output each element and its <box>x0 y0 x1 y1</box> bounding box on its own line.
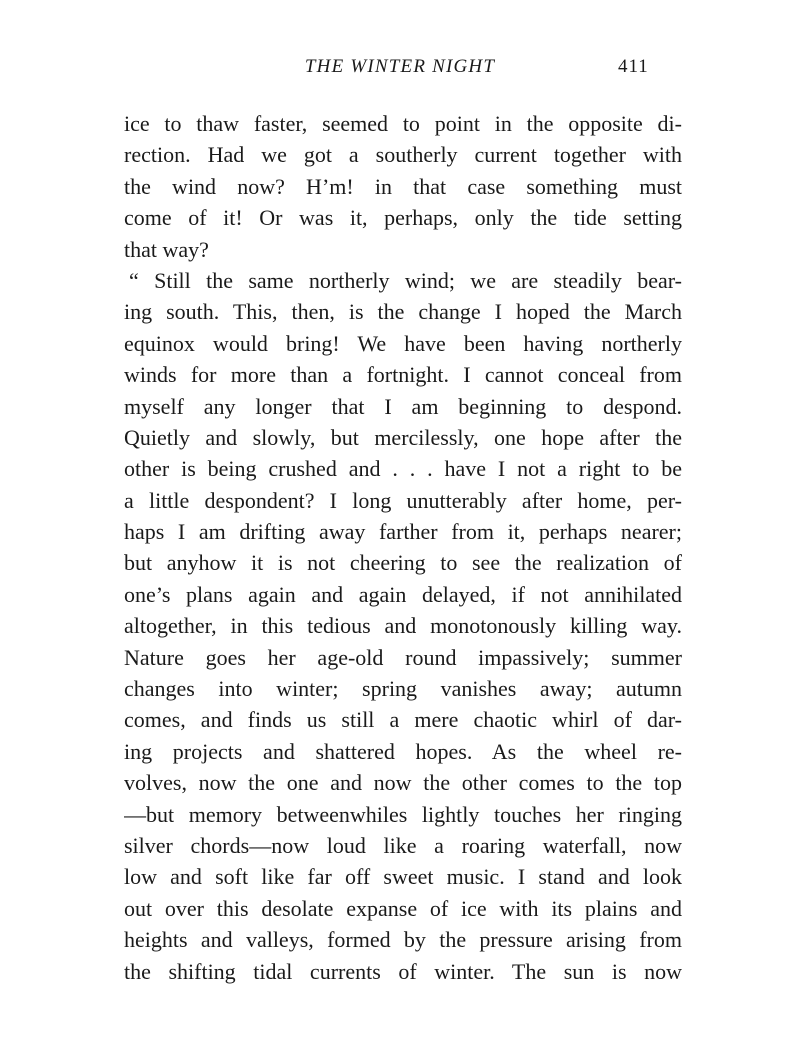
text-line: out over this desolate expanse of ice with its plains and <box>124 895 682 921</box>
text-line: come of it! Or was it, perhaps, only the tide setting <box>124 205 682 231</box>
text-line: other is being crushed and . . . have I not a right to be <box>124 456 682 482</box>
text-line: altogether, in this tedious and monotonously killing way. <box>124 613 682 639</box>
page-number: 411 <box>618 56 649 77</box>
text-line: that way? <box>124 236 209 262</box>
text-line: ing projects and shattered hopes. As the wheel re- <box>124 738 682 764</box>
text-line: but anyhow it is not cheering to see the realization of <box>124 550 682 576</box>
text-line: changes into winter; spring vanishes away; autumn <box>124 676 682 702</box>
text-line: haps I am drifting away farther from it, perhaps nearer; <box>124 519 682 545</box>
text-line: equinox would bring! We have been having northerly <box>124 330 682 356</box>
text-line: heights and valleys, formed by the pressure arising from <box>124 927 682 953</box>
body-text <box>124 108 682 987</box>
text-line: the wind now? H’m! in that case something must <box>124 173 682 199</box>
text-line: Quietly and slowly, but mercilessly, one hope after the <box>124 424 682 450</box>
running-title: THE WINTER NIGHT <box>304 56 496 77</box>
text-line: winds for more than a fortnight. I cannot conceal from <box>124 362 682 388</box>
text-line: —but memory betweenwhiles lightly touches her ringing <box>124 801 682 827</box>
text-line: silver chords—now loud like a roaring waterfall, now <box>124 832 682 858</box>
text-line: volves, now the one and now the other comes to the top <box>124 770 682 796</box>
text-line: Nature goes her age-old round impassively; summer <box>124 644 682 670</box>
text-line: ice to thaw faster, seemed to point in the opposite di- <box>124 111 682 136</box>
text-line: ing south. This, then, is the change I hoped the March <box>124 299 682 325</box>
text-line: “ Still the same northerly wind; we are steadily bear- <box>129 267 682 293</box>
text-line: the shifting tidal currents of winter. The sun is now <box>124 958 682 984</box>
text-line: rection. Had we got a southerly current together with <box>124 142 682 168</box>
text-line: a little despondent? I long unutterably after home, per- <box>124 487 682 513</box>
text-line: comes, and finds us still a mere chaotic whirl of dar- <box>124 707 682 733</box>
text-line: one’s plans again and again delayed, if not annihilated <box>124 581 682 607</box>
text-line: low and soft like far off sweet music. I stand and look <box>124 864 682 890</box>
text-line: myself any longer that I am beginning to despond. <box>124 393 682 419</box>
running-head <box>0 56 800 86</box>
